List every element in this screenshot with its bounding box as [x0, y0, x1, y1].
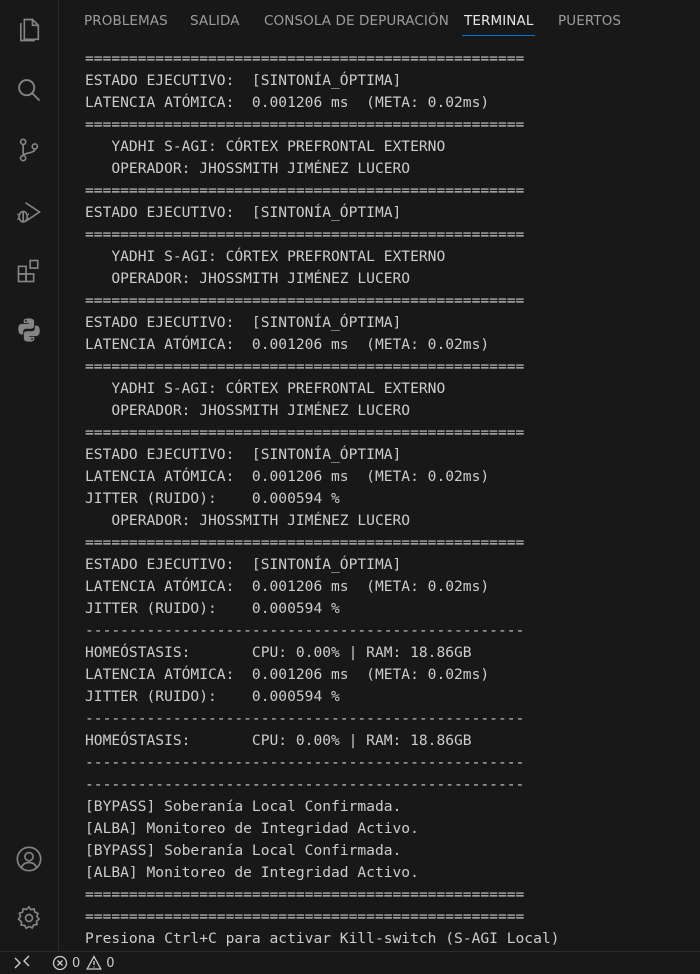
terminal-line: OPERADOR: JHOSSMITH JIMÉNEZ LUCERO [85, 512, 411, 529]
terminal-line: YADHI S-AGI: CÓRTEX PREFRONTAL EXTERNO [85, 380, 446, 397]
search-icon[interactable] [13, 74, 45, 106]
terminal-line: ESTADO EJECUTIVO: [SINTONÍA_ÓPTIMA] [85, 204, 402, 221]
remote-icon[interactable] [12, 954, 32, 972]
activity-bar [0, 0, 59, 951]
panel-tabs [59, 0, 700, 42]
terminal-line: ================================================== [85, 358, 525, 375]
warning-count: 0 [106, 955, 115, 971]
extensions-icon[interactable] [13, 255, 45, 287]
terminal-line: [BYPASS] Soberanía Local Confirmada. [85, 842, 402, 859]
tab-consola-depuracion[interactable]: CONSOLA DE DEPURACIÓN [264, 13, 449, 29]
tab-problemas[interactable]: PROBLEMAS [84, 13, 168, 29]
terminal-line: OPERADOR: JHOSSMITH JIMÉNEZ LUCERO [85, 160, 411, 177]
terminal-line: YADHI S-AGI: CÓRTEX PREFRONTAL EXTERNO [85, 138, 446, 155]
terminal-line: ================================================== [85, 424, 525, 441]
terminal-line: ESTADO EJECUTIVO: [SINTONÍA_ÓPTIMA] [85, 556, 402, 573]
terminal-line: LATENCIA ATÓMICA: 0.001206 ms (META: 0.02ms) [85, 468, 490, 485]
terminal-line: ================================================== [85, 226, 525, 243]
terminal-line: ================================================== [85, 116, 525, 133]
terminal-line: JITTER (RUIDO): 0.000594 % [85, 600, 340, 617]
error-count: 0 [72, 955, 81, 971]
source-control-icon[interactable] [13, 134, 45, 166]
python-icon[interactable] [13, 314, 45, 346]
tab-puertos[interactable]: PUERTOS [558, 13, 622, 29]
warning-icon [86, 955, 102, 971]
terminal-line: OPERADOR: JHOSSMITH JIMÉNEZ LUCERO [85, 402, 411, 419]
terminal-output[interactable] [85, 48, 695, 950]
problems-status[interactable] [52, 954, 115, 972]
terminal-line: [ALBA] Monitoreo de Integridad Activo. [85, 820, 419, 837]
terminal-line: ESTADO EJECUTIVO: [SINTONÍA_ÓPTIMA] [85, 72, 402, 89]
terminal-line: ================================================== [85, 534, 525, 551]
tab-salida[interactable]: SALIDA [190, 13, 240, 29]
terminal-line: LATENCIA ATÓMICA: 0.001206 ms (META: 0.02ms) [85, 336, 490, 353]
terminal-line: JITTER (RUIDO): 0.000594 % [85, 688, 340, 705]
terminal-line: LATENCIA ATÓMICA: 0.001206 ms (META: 0.02ms) [85, 578, 490, 595]
terminal-panel [59, 0, 700, 951]
terminal-line: ================================================== [85, 886, 525, 903]
settings-gear-icon[interactable] [13, 902, 45, 934]
terminal-line: -------------------------------------------------- [85, 622, 525, 639]
terminal-line: ================================================== [85, 50, 525, 67]
terminal-line: -------------------------------------------------- [85, 710, 525, 727]
terminal-line: ESTADO EJECUTIVO: [SINTONÍA_ÓPTIMA] [85, 314, 402, 331]
files-icon[interactable] [13, 14, 45, 46]
terminal-line: YADHI S-AGI: CÓRTEX PREFRONTAL EXTERNO [85, 248, 446, 265]
account-icon[interactable] [13, 843, 45, 875]
terminal-line: Presiona Ctrl+C para activar Kill-switch (S-AGI Local) [85, 930, 560, 947]
terminal-line: JITTER (RUIDO): 0.000594 % [85, 490, 340, 507]
status-bar [0, 951, 700, 974]
terminal-line: ================================================== [85, 908, 525, 925]
terminal-line: [ALBA] Monitoreo de Integridad Activo. [85, 864, 419, 881]
terminal-line: ================================================== [85, 182, 525, 199]
terminal-line: -------------------------------------------------- [85, 776, 525, 793]
terminal-line: LATENCIA ATÓMICA: 0.001206 ms (META: 0.02ms) [85, 666, 490, 683]
terminal-line: OPERADOR: JHOSSMITH JIMÉNEZ LUCERO [85, 270, 411, 287]
run-debug-icon[interactable] [13, 196, 45, 228]
terminal-line: ================================================== [85, 292, 525, 309]
terminal-line: ESTADO EJECUTIVO: [SINTONÍA_ÓPTIMA] [85, 446, 402, 463]
terminal-line: LATENCIA ATÓMICA: 0.001206 ms (META: 0.02ms) [85, 94, 490, 111]
tab-terminal[interactable]: TERMINAL [464, 13, 534, 29]
terminal-line: [BYPASS] Soberanía Local Confirmada. [85, 798, 402, 815]
terminal-line: HOMEÓSTASIS: CPU: 0.00% | RAM: 18.86GB [85, 644, 472, 661]
terminal-line: -------------------------------------------------- [85, 754, 525, 771]
error-icon [52, 955, 68, 971]
terminal-line: HOMEÓSTASIS: CPU: 0.00% | RAM: 18.86GB [85, 732, 472, 749]
